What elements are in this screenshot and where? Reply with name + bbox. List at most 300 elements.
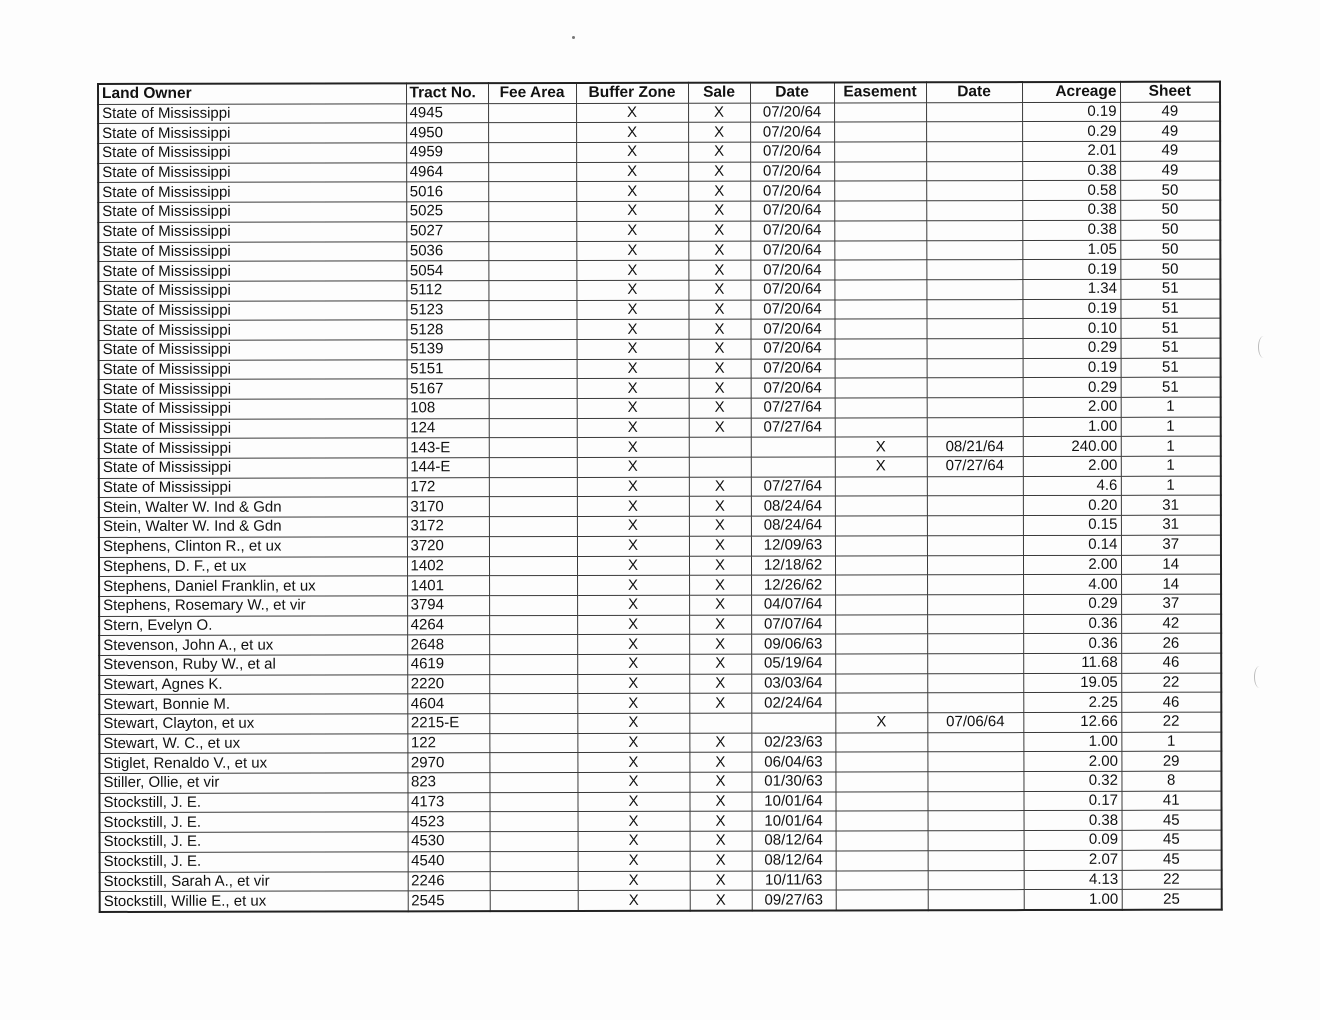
cell-sale: X <box>689 418 751 438</box>
cell-tract-no: 4173 <box>407 792 489 812</box>
cell-sheet: 45 <box>1122 811 1222 831</box>
cell-acreage: 0.29 <box>1022 122 1120 142</box>
cell-easement <box>834 102 926 122</box>
cell-buffer-zone: X <box>577 536 689 556</box>
table-row <box>98 259 1220 281</box>
cell-buffer-zone: X <box>577 398 689 418</box>
cell-fee-area <box>489 438 577 458</box>
table-row <box>99 771 1221 793</box>
cell-acreage: 0.19 <box>1022 102 1120 122</box>
table-row <box>99 752 1221 774</box>
cell-acreage: 0.29 <box>1023 378 1121 398</box>
cell-easement <box>834 142 926 162</box>
cell-sheet: 31 <box>1121 496 1221 516</box>
cell-land-owner: Stein, Walter W. Ind & Gdn <box>99 497 407 517</box>
cell-easement-date <box>926 220 1022 240</box>
cell-sale-date: 07/20/64 <box>750 280 834 300</box>
cell-easement-date <box>927 732 1023 752</box>
cell-acreage: 19.05 <box>1023 673 1121 693</box>
cell-tract-no: 5123 <box>406 300 488 320</box>
cell-sheet: 26 <box>1121 633 1221 653</box>
cell-acreage: 4.00 <box>1023 575 1121 595</box>
cell-buffer-zone: X <box>577 438 689 458</box>
cell-land-owner: State of Mississippi <box>99 419 407 439</box>
cell-sheet: 45 <box>1122 830 1222 850</box>
cell-land-owner: Stockstill, J. E. <box>99 793 407 813</box>
cell-sale: X <box>689 497 751 517</box>
cell-buffer-zone: X <box>577 615 689 635</box>
cell-easement <box>835 417 927 437</box>
cell-sale-date: 12/09/63 <box>751 536 835 556</box>
cell-easement <box>835 516 927 536</box>
cell-land-owner: State of Mississippi <box>98 202 406 222</box>
cell-sale-date: 07/20/64 <box>750 162 834 182</box>
table-row <box>100 811 1222 833</box>
cell-fee-area <box>488 300 576 320</box>
cell-easement <box>834 162 926 182</box>
cell-land-owner: State of Mississippi <box>99 458 407 478</box>
table-row <box>99 456 1221 478</box>
cell-buffer-zone: X <box>576 241 688 261</box>
cell-sale-date <box>751 457 835 477</box>
table-row <box>99 515 1221 537</box>
cell-sheet: 51 <box>1120 299 1220 319</box>
cell-acreage: 1.34 <box>1022 279 1120 299</box>
cell-buffer-zone: X <box>576 320 688 340</box>
cell-land-owner: Stevenson, John A., et ux <box>99 635 407 655</box>
cell-land-owner: Stockstill, J. E. <box>100 832 408 852</box>
cell-easement <box>835 536 927 556</box>
cell-acreage: 1.00 <box>1024 890 1122 910</box>
cell-fee-area <box>489 418 577 438</box>
cell-easement: X <box>835 437 927 457</box>
cell-sale-date: 07/20/64 <box>751 378 835 398</box>
cell-sheet: 50 <box>1120 240 1220 260</box>
cell-sale-date: 04/07/64 <box>751 595 835 615</box>
table-row <box>99 712 1221 734</box>
cell-easement-date <box>927 516 1023 536</box>
scan-margin-mark <box>1258 336 1269 358</box>
cell-sale-date: 09/27/63 <box>752 890 836 910</box>
cell-acreage: 12.66 <box>1023 712 1121 732</box>
cell-sale: X <box>688 182 750 202</box>
cell-sale-date: 07/27/64 <box>751 398 835 418</box>
cell-sale: X <box>688 142 750 162</box>
cell-sale-date: 07/20/64 <box>750 181 834 201</box>
cell-sheet: 51 <box>1120 279 1220 299</box>
cell-land-owner: Stockstill, Willie E., et ux <box>100 891 408 912</box>
table-row <box>99 338 1221 360</box>
cell-tract-no: 172 <box>407 477 489 497</box>
cell-land-owner: State of Mississippi <box>98 143 406 163</box>
table-row <box>98 299 1220 321</box>
cell-sale-date: 09/06/63 <box>751 634 835 654</box>
cell-sale-date: 08/12/64 <box>752 831 836 851</box>
cell-sale: X <box>689 378 751 398</box>
cell-easement-date <box>926 299 1022 319</box>
cell-sale: X <box>688 319 750 339</box>
cell-sale-date <box>751 437 835 457</box>
cell-easement <box>834 221 926 241</box>
cell-sheet: 42 <box>1121 614 1221 634</box>
cell-sale: X <box>688 162 750 182</box>
cell-sheet: 1 <box>1121 437 1221 457</box>
cell-tract-no: 3172 <box>407 517 489 537</box>
cell-sale: X <box>688 221 750 241</box>
cell-acreage: 0.58 <box>1022 181 1120 201</box>
cell-sale-date: 07/07/64 <box>751 615 835 635</box>
cell-fee-area <box>488 241 576 261</box>
cell-easement-date <box>926 319 1022 339</box>
cell-sale-date: 07/20/64 <box>750 240 834 260</box>
cell-land-owner: Stockstill, J. E. <box>100 852 408 872</box>
cell-sheet: 14 <box>1121 555 1221 575</box>
table-row <box>99 437 1221 459</box>
cell-land-owner: State of Mississippi <box>98 123 406 143</box>
table-row <box>99 653 1221 675</box>
cell-sale: X <box>689 516 751 536</box>
cell-buffer-zone: X <box>577 556 689 576</box>
cell-sheet: 1 <box>1121 417 1221 437</box>
cell-fee-area <box>489 773 577 793</box>
cell-land-owner: State of Mississippi <box>99 478 407 498</box>
cell-sale: X <box>689 634 751 654</box>
cell-sale-date: 07/20/64 <box>750 142 834 162</box>
cell-buffer-zone: X <box>576 201 688 221</box>
cell-buffer-zone: X <box>576 280 688 300</box>
table-row <box>99 535 1221 557</box>
table-row <box>99 476 1221 498</box>
cell-easement-date: 07/06/64 <box>927 713 1023 733</box>
table-row <box>98 220 1220 242</box>
cell-acreage: 2.25 <box>1023 693 1121 713</box>
col-header-sale: Sale <box>688 83 750 103</box>
cell-easement <box>835 654 927 674</box>
cell-land-owner: State of Mississippi <box>99 399 407 419</box>
cell-tract-no: 2246 <box>408 871 490 891</box>
cell-fee-area <box>489 359 577 379</box>
cell-sale: X <box>688 103 750 123</box>
cell-tract-no: 823 <box>407 773 489 793</box>
col-header-date: Date <box>750 82 834 102</box>
cell-sale-date: 07/20/64 <box>750 260 834 280</box>
cell-tract-no: 4964 <box>406 162 488 182</box>
cell-easement-date <box>927 594 1023 614</box>
cell-fee-area <box>489 339 577 359</box>
cell-fee-area <box>488 182 576 202</box>
cell-land-owner: State of Mississippi <box>99 438 407 458</box>
cell-easement-date <box>926 161 1022 181</box>
cell-sale-date: 07/20/64 <box>750 221 834 241</box>
cell-sheet: 1 <box>1121 456 1221 476</box>
cell-sale-date: 02/24/64 <box>751 693 835 713</box>
table-row <box>99 397 1221 419</box>
cell-sheet: 1 <box>1121 732 1221 752</box>
cell-tract-no: 4530 <box>408 832 490 852</box>
cell-sale <box>689 713 751 733</box>
table-row <box>100 889 1222 912</box>
cell-easement <box>835 693 927 713</box>
cell-land-owner: Stockstill, Sarah A., et vir <box>100 871 408 891</box>
cell-buffer-zone: X <box>577 674 689 694</box>
cell-fee-area <box>488 261 576 281</box>
table-header-row <box>98 82 1220 105</box>
cell-tract-no: 2648 <box>407 635 489 655</box>
table-row <box>100 850 1222 872</box>
cell-sheet: 50 <box>1120 200 1220 220</box>
cell-acreage: 240.00 <box>1023 437 1121 457</box>
table-row <box>99 673 1221 695</box>
cell-sale: X <box>689 693 751 713</box>
cell-fee-area <box>490 832 578 852</box>
cell-sale-date: 06/04/63 <box>751 752 835 772</box>
cell-easement <box>835 555 927 575</box>
cell-sale: X <box>690 812 752 832</box>
table-row <box>98 200 1220 222</box>
cell-sale-date: 07/20/64 <box>750 300 834 320</box>
cell-easement <box>834 299 926 319</box>
cell-land-owner: State of Mississippi <box>98 300 406 320</box>
table-row <box>99 692 1221 714</box>
cell-land-owner: Stewart, Bonnie M. <box>99 694 407 714</box>
cell-sale: X <box>689 536 751 556</box>
cell-tract-no: 2215-E <box>407 714 489 734</box>
cell-tract-no: 122 <box>407 733 489 753</box>
cell-land-owner: State of Mississippi <box>98 222 406 242</box>
cell-sale: X <box>688 280 750 300</box>
cell-easement <box>835 339 927 359</box>
cell-easement <box>834 122 926 142</box>
cell-buffer-zone: X <box>576 162 688 182</box>
cell-sheet: 49 <box>1120 161 1220 181</box>
cell-acreage: 2.00 <box>1023 397 1121 417</box>
cell-fee-area <box>489 398 577 418</box>
cell-fee-area <box>490 871 578 891</box>
cell-acreage: 4.6 <box>1023 476 1121 496</box>
cell-tract-no: 4264 <box>407 615 489 635</box>
cell-tract-no: 1401 <box>407 576 489 596</box>
cell-acreage: 2.07 <box>1024 850 1122 870</box>
cell-sale: X <box>690 871 752 891</box>
table-row <box>98 240 1220 262</box>
cell-land-owner: State of Mississippi <box>98 241 406 261</box>
cell-easement: X <box>835 713 927 733</box>
cell-buffer-zone: X <box>576 260 688 280</box>
cell-sheet: 50 <box>1120 181 1220 201</box>
cell-tract-no: 4950 <box>406 123 488 143</box>
cell-sheet: 49 <box>1120 122 1220 142</box>
col-header-tract-no: Tract No. <box>406 83 488 103</box>
cell-land-owner: State of Mississippi <box>98 182 406 202</box>
cell-sale: X <box>690 831 752 851</box>
cell-easement <box>834 240 926 260</box>
cell-easement-date <box>928 870 1024 890</box>
cell-fee-area <box>489 458 577 478</box>
cell-fee-area <box>488 202 576 222</box>
cell-land-owner: State of Mississippi <box>99 379 407 399</box>
cell-easement <box>834 319 926 339</box>
cell-sheet: 31 <box>1121 515 1221 535</box>
cell-easement <box>835 634 927 654</box>
cell-fee-area <box>490 891 578 911</box>
cell-fee-area <box>489 694 577 714</box>
cell-land-owner: Stewart, Agnes K. <box>99 674 407 694</box>
cell-tract-no: 4959 <box>406 143 488 163</box>
cell-easement <box>834 260 926 280</box>
cell-sale: X <box>689 575 751 595</box>
scan-margin-mark <box>1254 666 1265 688</box>
cell-sale-date: 07/20/64 <box>750 319 834 339</box>
cell-sheet: 22 <box>1122 870 1222 890</box>
cell-fee-area <box>488 143 576 163</box>
table-row <box>98 102 1220 124</box>
cell-tract-no: 3170 <box>407 497 489 517</box>
table-row <box>99 417 1221 439</box>
cell-acreage: 0.19 <box>1022 260 1120 280</box>
cell-land-owner: Stephens, D. F., et ux <box>99 556 407 576</box>
cell-fee-area <box>489 792 577 812</box>
cell-buffer-zone: X <box>578 871 690 891</box>
cell-easement-date <box>926 201 1022 221</box>
cell-acreage: 2.00 <box>1023 752 1121 772</box>
cell-sheet: 1 <box>1121 476 1221 496</box>
cell-easement <box>835 575 927 595</box>
cell-fee-area <box>489 477 577 497</box>
cell-buffer-zone: X <box>576 123 688 143</box>
cell-land-owner: State of Mississippi <box>99 359 407 379</box>
cell-fee-area <box>489 733 577 753</box>
cell-buffer-zone: X <box>577 516 689 536</box>
cell-fee-area <box>489 753 577 773</box>
cell-sale <box>689 457 751 477</box>
cell-easement <box>834 181 926 201</box>
cell-easement-date <box>926 279 1022 299</box>
cell-easement: X <box>835 457 927 477</box>
cell-tract-no: 5016 <box>406 182 488 202</box>
cell-easement-date <box>927 673 1023 693</box>
cell-tract-no: 5151 <box>407 359 489 379</box>
cell-tract-no: 2220 <box>407 674 489 694</box>
cell-land-owner: State of Mississippi <box>98 104 406 124</box>
cell-fee-area <box>488 162 576 182</box>
cell-acreage: 1.00 <box>1023 417 1121 437</box>
cell-acreage: 0.32 <box>1023 771 1121 791</box>
cell-sheet: 22 <box>1121 712 1221 732</box>
cell-fee-area <box>488 123 576 143</box>
cell-sheet: 22 <box>1121 673 1221 693</box>
col-header-land-owner: Land Owner <box>98 83 406 104</box>
cell-acreage: 1.05 <box>1022 240 1120 260</box>
cell-sale-date: 10/01/64 <box>752 811 836 831</box>
cell-land-owner: State of Mississippi <box>99 340 407 360</box>
cell-buffer-zone: X <box>578 890 690 910</box>
cell-sheet: 51 <box>1121 338 1221 358</box>
cell-easement-date: 08/21/64 <box>927 437 1023 457</box>
col-header-fee-area: Fee Area <box>488 83 576 103</box>
cell-easement <box>835 614 927 634</box>
col-header-easement: Easement <box>834 82 926 102</box>
cell-sheet: 46 <box>1121 653 1221 673</box>
cell-fee-area <box>489 517 577 537</box>
cell-easement <box>835 358 927 378</box>
cell-sale-date: 02/23/63 <box>751 733 835 753</box>
cell-easement <box>836 890 928 910</box>
cell-easement-date <box>927 791 1023 811</box>
cell-buffer-zone: X <box>577 497 689 517</box>
cell-sale-date: 07/20/64 <box>750 103 834 123</box>
land-tract-table <box>97 81 1223 913</box>
cell-tract-no: 4540 <box>408 851 490 871</box>
cell-sale-date: 07/27/64 <box>751 477 835 497</box>
table-row <box>99 377 1221 399</box>
cell-easement-date <box>927 555 1023 575</box>
cell-land-owner: State of Mississippi <box>98 281 406 301</box>
cell-sheet: 8 <box>1121 771 1221 791</box>
cell-tract-no: 108 <box>407 399 489 419</box>
cell-easement <box>836 870 928 890</box>
cell-tract-no: 5036 <box>406 241 488 261</box>
cell-land-owner: Stewart, W. C., et ux <box>99 734 407 754</box>
cell-buffer-zone: X <box>577 379 689 399</box>
cell-buffer-zone: X <box>577 713 689 733</box>
cell-fee-area <box>490 851 578 871</box>
cell-buffer-zone: X <box>576 221 688 241</box>
cell-acreage: 4.13 <box>1024 870 1122 890</box>
cell-fee-area <box>490 812 578 832</box>
cell-easement-date <box>927 693 1023 713</box>
cell-sale: X <box>689 556 751 576</box>
cell-easement-date <box>927 634 1023 654</box>
table-row <box>99 594 1221 616</box>
cell-acreage: 11.68 <box>1023 653 1121 673</box>
cell-sale-date: 08/24/64 <box>751 496 835 516</box>
cell-fee-area <box>489 576 577 596</box>
cell-tract-no: 2545 <box>408 891 490 911</box>
cell-fee-area <box>488 103 576 123</box>
cell-land-owner: Stephens, Daniel Franklin, et ux <box>99 576 407 596</box>
cell-sheet: 37 <box>1121 535 1221 555</box>
cell-fee-area <box>489 713 577 733</box>
cell-acreage: 0.38 <box>1022 220 1120 240</box>
cell-buffer-zone: X <box>577 595 689 615</box>
cell-easement <box>835 732 927 752</box>
cell-sheet: 37 <box>1121 594 1221 614</box>
cell-sale: X <box>690 851 752 871</box>
cell-acreage: 0.14 <box>1023 535 1121 555</box>
cell-land-owner: Stevenson, Ruby W., et al <box>99 655 407 675</box>
cell-easement <box>835 772 927 792</box>
cell-sale-date: 12/18/62 <box>751 555 835 575</box>
cell-buffer-zone: X <box>577 477 689 497</box>
cell-sale: X <box>690 890 752 910</box>
cell-easement <box>835 477 927 497</box>
cell-easement-date <box>926 181 1022 201</box>
cell-sheet: 25 <box>1122 889 1222 909</box>
cell-sheet: 14 <box>1121 574 1221 594</box>
cell-buffer-zone: X <box>578 831 690 851</box>
cell-fee-area <box>489 379 577 399</box>
cell-sheet: 49 <box>1120 102 1220 122</box>
cell-sheet: 45 <box>1122 850 1222 870</box>
cell-easement <box>834 201 926 221</box>
cell-easement <box>835 792 927 812</box>
cell-easement <box>836 811 928 831</box>
cell-sale: X <box>689 654 751 674</box>
scan-speck <box>572 36 575 39</box>
cell-sheet: 50 <box>1120 259 1220 279</box>
cell-tract-no: 4619 <box>407 655 489 675</box>
cell-easement <box>835 496 927 516</box>
